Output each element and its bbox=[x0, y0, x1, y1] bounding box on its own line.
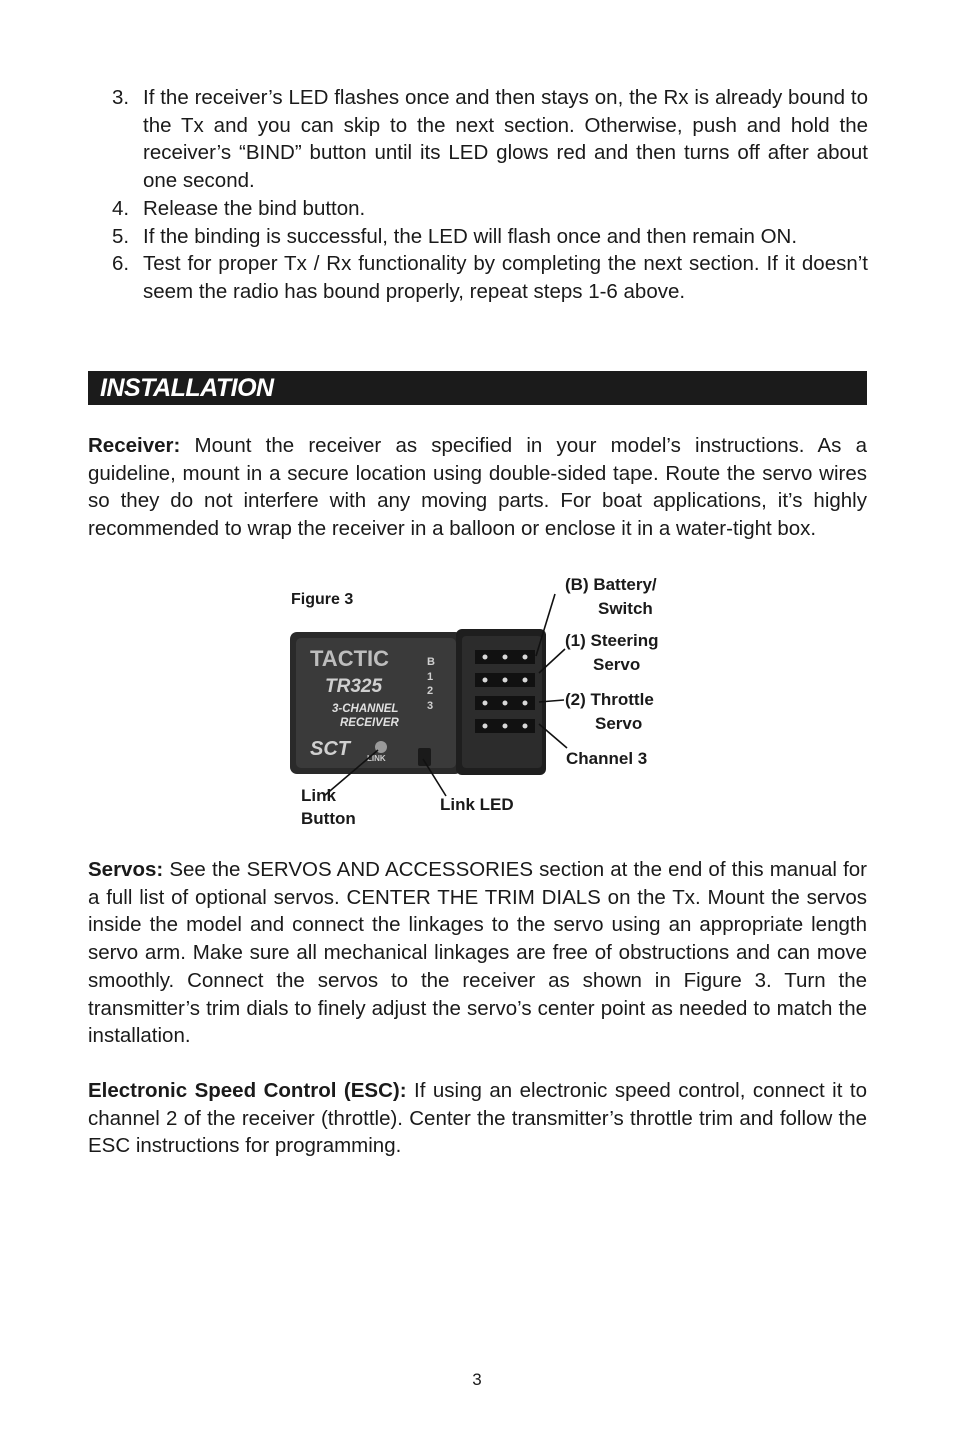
callout-throttle-line1: (2) Throttle bbox=[565, 690, 654, 709]
callout-link-led: Link LED bbox=[440, 795, 514, 814]
step-item bbox=[112, 84, 868, 195]
link-text: LINK bbox=[367, 754, 386, 763]
step-text: Test for proper Tx / Rx functionality by completing the next section. If it doesn’t seem the radio has bound properly, repeat steps 1-6 above. bbox=[143, 252, 868, 303]
step-text: If the receiver’s LED flashes once and then stays on, the Rx is already bound to the Tx and you can skip to the next section. Otherwise, push and hold the receiver’s “BIND” button until its LED glows red and then turns off after about one second. bbox=[143, 86, 868, 193]
step-number: 5. bbox=[112, 224, 130, 248]
callout-throttle-line2: Servo bbox=[595, 714, 643, 733]
step-number: 6. bbox=[112, 252, 130, 276]
step-number: 4. bbox=[112, 196, 130, 220]
section-title: INSTALLATION bbox=[100, 374, 274, 402]
receiver-text: Mount the receiver as specified in your model’s instructions. As a guideline, mount in a secure location using double-sided tape. Route the servo wires so they do not interfere with any moving parts. For boat applications, it’s highly recommended to wrap the receiver in a balloon or enclose it in a water-tight box. bbox=[88, 434, 867, 541]
step-item bbox=[112, 195, 868, 223]
servos-label: Servos: bbox=[88, 858, 164, 881]
step-text: If the binding is successful, the LED will flash once and then remain ON. bbox=[143, 224, 798, 248]
receiver-paragraph bbox=[88, 432, 867, 543]
servos-paragraph bbox=[88, 856, 867, 1050]
esc-paragraph bbox=[88, 1077, 867, 1160]
callout-link-button-line2: Button bbox=[301, 809, 356, 828]
desc-line1: 3-CHANNEL bbox=[332, 703, 399, 715]
port-label-2: 2 bbox=[427, 685, 434, 697]
callout-steering-line2: Servo bbox=[593, 655, 641, 674]
callout-channel3: Channel 3 bbox=[566, 749, 648, 768]
callout-link-button-line1: Link bbox=[301, 786, 336, 805]
port-label-1: 1 bbox=[427, 671, 434, 683]
callout-steering-line1: (1) Steering bbox=[565, 631, 659, 650]
step-item bbox=[112, 223, 868, 251]
callout-battery-line2: Switch bbox=[598, 599, 653, 618]
step-item bbox=[112, 250, 868, 305]
link-led bbox=[418, 748, 431, 766]
model-text: TR325 bbox=[325, 676, 383, 697]
page-number: 3 bbox=[472, 1370, 482, 1389]
esc-text: If using an electronic speed control, connect it to channel 2 of the receiver (throttle). Center the transmitter’s throttle trim and follow the ESC instructions for programming. bbox=[88, 1079, 867, 1158]
callout-battery-line1: (B) Battery/ bbox=[565, 575, 657, 594]
step-number: 3. bbox=[112, 86, 130, 109]
esc-label: Electronic Speed Control (ESC): bbox=[88, 1079, 407, 1102]
port-label-b: B bbox=[427, 656, 435, 668]
binding-steps-list bbox=[112, 84, 868, 306]
port-label-3: 3 bbox=[427, 700, 434, 712]
desc-line2: RECEIVER bbox=[340, 717, 399, 729]
servos-text: See the SERVOS AND ACCESSORIES section at the end of this manual for a full list of optional servos. CENTER THE TRIM DIALS on the Tx. Mount the servos inside the model and connect the linkages to the servo using an appropriate length servo arm. Make sure all mechanical linkages are free of obstructions and can move smoothly. Connect the servos to the receiver as shown in Figure 3. Turn the transmitter’s trim dials to finely adjust the servo’s center point as needed to match the installation. bbox=[88, 858, 867, 1048]
receiver-label: Receiver: bbox=[88, 434, 181, 457]
step-text: Release the bind button. bbox=[143, 196, 366, 220]
series-text: SCT bbox=[310, 738, 350, 760]
figure-receiver-diagram bbox=[280, 570, 700, 840]
figure-caption: Figure 3 bbox=[291, 591, 354, 608]
brand-text: TACTIC bbox=[310, 646, 390, 671]
